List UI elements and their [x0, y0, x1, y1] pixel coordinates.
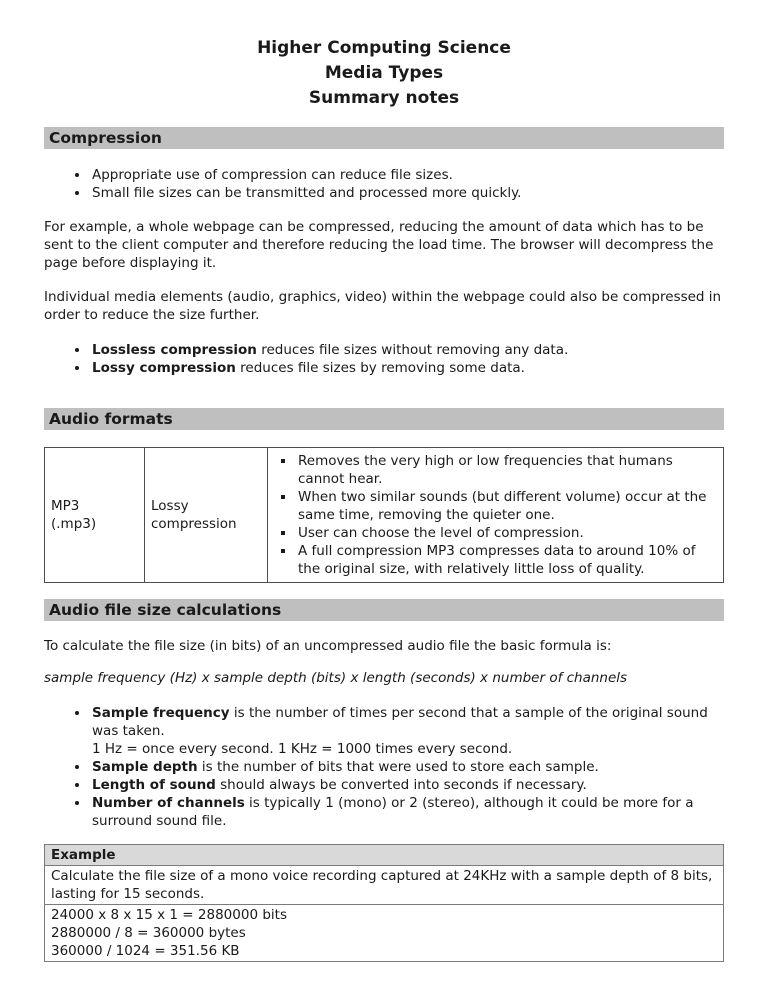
compression-bullet-list [44, 166, 710, 202]
format-details-cell [268, 448, 724, 583]
section-heading-audio-formats: Audio formats [44, 408, 724, 430]
format-extension: (.mp3) [51, 516, 97, 532]
compression-type-cell: Lossy compression [145, 448, 268, 583]
term-sample-depth: Sample depth [92, 759, 198, 775]
page-title [44, 36, 724, 111]
example-heading-cell: Example [45, 845, 724, 866]
term-lossy-definition: reduces file sizes by removing some data. [235, 360, 525, 376]
term-length-of-sound-definition: should always be converted into seconds if necessary. [215, 777, 587, 793]
calculations-intro: To calculate the file size (in bits) of an uncompressed audio file the basic formula is: [44, 638, 612, 654]
calculation-step: 360000 / 1024 = 351.56 KB [51, 943, 240, 959]
example-table [44, 844, 724, 962]
term-sample-frequency: Sample frequency [92, 705, 230, 721]
list-item [90, 794, 710, 830]
table-row [45, 866, 724, 905]
term-sample-depth-definition: is the number of bits that were used to store each sample. [197, 759, 599, 775]
term-sample-frequency-definition: is the number of times per second that a sample of the original sound was taken. [92, 705, 708, 739]
list-item [90, 758, 710, 776]
section-heading-compression: Compression [44, 127, 724, 149]
page-title-line-1: Higher Computing Science [257, 38, 511, 58]
table-row [45, 448, 724, 583]
example-description-cell: Calculate the file size of a mono voice recording captured at 24KHz with a sample depth of 8 bits, lasting for 15 seconds. [45, 866, 724, 905]
file-size-formula: sample frequency (Hz) x sample depth (bits) x length (seconds) x number of channels [44, 670, 628, 686]
format-points-list [268, 452, 719, 578]
term-lossy: Lossy compression [92, 360, 236, 376]
list-item: ▪ Removes the very high or low frequencies that humans cannot hear. [296, 452, 719, 488]
term-number-of-channels-definition: is typically 1 (mono) or 2 (stereo), although it could be more for a surround sound file. [92, 795, 694, 829]
format-name: MP3 [51, 498, 80, 514]
audio-formats-table [44, 447, 724, 583]
calculations-bullet-list [44, 704, 710, 830]
table-row [45, 845, 724, 866]
calculation-step: 2880000 / 8 = 360000 bytes [51, 925, 246, 941]
list-item [90, 341, 710, 359]
compression-paragraph-1: For example, a whole webpage can be compressed, reducing the amount of data which has to be sent to the client computer and therefore reducing the load time. The browser will decompress the page before displaying it. [44, 219, 714, 271]
table-row [45, 905, 724, 962]
term-lossless: Lossless compression [92, 342, 257, 358]
list-item [90, 359, 710, 377]
list-item [90, 776, 710, 794]
calculation-step: 24000 x 8 x 15 x 1 = 2880000 bits [51, 907, 287, 923]
term-number-of-channels: Number of channels [92, 795, 245, 811]
list-item: ▪ A full compression MP3 compresses data to around 10% of the original size, with relatively little loss of quality. [296, 542, 719, 578]
compression-paragraph-2: Individual media elements (audio, graphics, video) within the webpage could also be compressed in order to reduce the size further. [44, 289, 722, 323]
section-heading-file-size-calculations: Audio file size calculations [44, 599, 724, 621]
example-calculation-cell [45, 905, 724, 962]
page-title-line-3: Summary notes [308, 88, 460, 108]
sample-frequency-note: 1 Hz = once every second. 1 KHz = 1000 times every second. [92, 741, 513, 757]
compression-types-list [44, 341, 710, 377]
list-item [90, 704, 710, 758]
term-lossless-definition: reduces file sizes without removing any data. [256, 342, 569, 358]
list-item: ▪ User can choose the level of compression. [296, 524, 719, 542]
term-length-of-sound: Length of sound [92, 777, 216, 793]
list-item: • Appropriate use of compression can reduce file sizes. [90, 166, 710, 184]
page-title-line-2: Media Types [324, 63, 444, 83]
list-item: • Small file sizes can be transmitted and processed more quickly. [90, 184, 710, 202]
list-item: ▪ When two similar sounds (but different volume) occur at the same time, removing the quieter one. [296, 488, 719, 524]
format-name-cell [45, 448, 145, 583]
